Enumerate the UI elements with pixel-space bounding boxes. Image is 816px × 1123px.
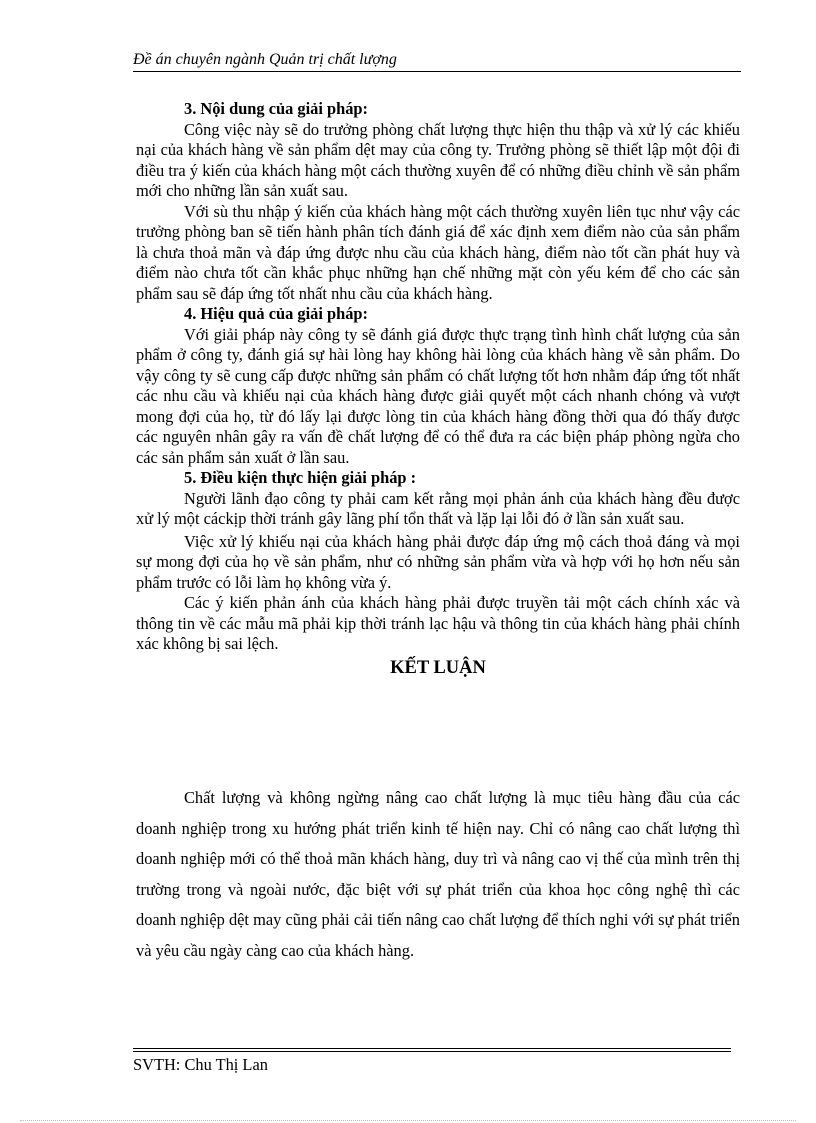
section-4-paragraph-1: Với giải pháp này công ty sẽ đánh giá được thực trạng tình hình chất lượng của sản phẩm ở công ty, đánh giá sự hài lòng hay không hài lòng của khách hàng về sản phẩm. Do vậy công ty sẽ cung cấp được những sản phẩm có chất lượng tốt hơn nhằm đáp ứng tốt nhất các nhu cầu và khiếu nại của khách hàng được giải quyết một cách nhanh chóng và vượt mong đợi của họ, từ đó lấy lại được lòng tin của khách hàng đồng thời qua đó thấy được các nguyên nhân gây ra vấn đề chất lượng để có thể đưa ra các biện pháp phòng ngừa cho các sản phẩm sản xuất ở lần sau. [136,324,740,467]
section-3-paragraph-1: Công việc này sẽ do trưởng phòng chất lượng thực hiện thu thập và xử lý các khiếu nại của khách hàng về sản phẩm dệt may của công ty. Trưởng phòng sẽ thiết lập một đội đi điều tra ý kiến của khách hàng một cách thường xuyên để có những điều chỉnh về sản phẩm mới cho những lần sản xuất sau. [136,119,740,200]
document-body [136,99,740,685]
conclusion-title: KẾT LUẬN [390,657,486,678]
section-5-paragraph-2: Việc xử lý khiếu nại của khách hàng phải được đáp ứng mộ cách thoả đáng và mọi sự mong đợi của họ về sản phẩm, như có những sản phẩm vừa và hợp với họ hơn nếu sản phẩm trước có lỗi làm họ không vừa ý. [136,531,740,592]
section-5-paragraph-3: Các ý kiến phản ánh của khách hàng phải được truyền tải một cách chính xác và thông tin về các mẫu mã phải kịp thời tránh lạc hậu và thông tin của khách hàng phải chính xác không bị sai lệch. [136,593,740,653]
footer-rule-bottom [133,1051,731,1052]
conclusion-body [136,783,740,966]
section-heading-4: 4. Hiệu quả của giải pháp: [184,304,368,323]
page-bottom-edge [20,1120,796,1121]
section-heading-5: 5. Điều kiện thực hiện giải pháp : [184,468,417,487]
conclusion-paragraph: Chất lượng và không ngừng nâng cao chất lượng là mục tiêu hàng đầu của các doanh nghiệp trong xu hướng phát triển kinh tế hiện nay. Chỉ có nâng cao chất lượng thì doanh nghiệp mới có thể thoả mãn khách hàng, duy trì và nâng cao vị thế của mình trên thị trường trong và ngoài nước, đặc biệt với sự phát triển của khoa học công nghệ thì các doanh nghiệp dệt may cũng phải cải tiến nâng cao chất lượng để thích nghi với sự phát triển và yêu cầu ngày càng cao của khách hàng. [136,788,740,960]
section-5-paragraph-1: Người lãnh đạo công ty phải cam kết rằng mọi phản ánh của khách hàng đều được xử lý một cáckịp thời tránh gây lãng phí tổn thất và lặp lại lỗi đó ở lần sản xuất sau. [136,488,740,528]
page-footer: SVTH: Chu Thị Lan [133,1055,268,1074]
section-3-paragraph-2: Với sù thu nhập ý kiến của khách hàng một cách thường xuyên liên tục như vậy các trưởng phòng ban sẽ tiến hành phân tích đánh giá để xác định xem điểm nào của sản phẩm là chưa thoả mãn và đáp ứng được nhu cầu của khách hàng, điểm nào tốt cần phát huy và điểm nào chưa tốt cần khắc phục những hạn chế những mặt còn yếu kém để cho các sản phẩm sau sẽ đáp ứng tốt nhất nhu cầu của khách hàng. [136,201,740,303]
footer-rule-top [133,1048,731,1049]
page-header: Đề án chuyên ngành Quản trị chất lượng [133,51,397,68]
section-heading-3: 3. Nội dung của giải pháp: [184,99,368,118]
header-rule [133,71,741,72]
